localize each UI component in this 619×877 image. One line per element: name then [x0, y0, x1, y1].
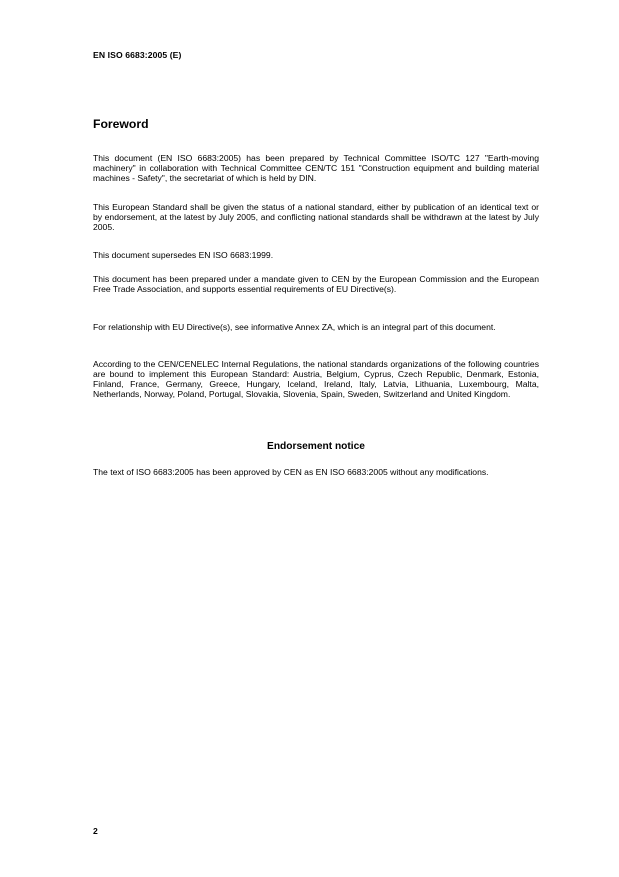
paragraph-countries: According to the CEN/CENELEC Internal Regulations, the national standards organizations of the following countries are bound to implement this European Standard: Austria, Belgium, Cyprus, Czech Republic, Denmark, Estonia, Finland, France, Germany, Greece, Hungary, Iceland, Ireland, Italy, Latvia, Lithuania, Luxembourg, Malta, Netherlands, Norway, Poland, Portugal, Slovakia, Slovenia, Spain, Sweden, Switzerland and United Kingdom. — [93, 359, 539, 400]
endorsement-title: Endorsement notice — [267, 441, 365, 452]
page-number: 2 — [93, 826, 98, 836]
paragraph-status: This European Standard shall be given the status of a national standard, either by publication of an identical text or by endorsement, at the latest by July 2005, and conflicting national standards shall be withdrawn at the latest by July 2005. — [93, 202, 539, 233]
paragraph-relationship: For relationship with EU Directive(s), see informative Annex ZA, which is an integral part of this document. — [93, 322, 496, 332]
document-header: EN ISO 6683:2005 (E) — [93, 50, 182, 60]
paragraph-committee: This document (EN ISO 6683:2005) has been prepared by Technical Committee ISO/TC 127 "Earth-moving machinery" in collaboration with Technical Committee CEN/TC 151 "Construction equipment and building material machines - Safety", the secretariat of which is held by DIN. — [93, 153, 539, 184]
endorsement-text: The text of ISO 6683:2005 has been approved by CEN as EN ISO 6683:2005 without any modifications. — [93, 467, 489, 477]
paragraph-mandate: This document has been prepared under a mandate given to CEN by the European Commission and the European Free Trade Association, and supports essential requirements of EU Directive(s). — [93, 274, 539, 295]
foreword-title: Foreword — [93, 117, 149, 131]
paragraph-supersedes: This document supersedes EN ISO 6683:1999. — [93, 250, 274, 260]
